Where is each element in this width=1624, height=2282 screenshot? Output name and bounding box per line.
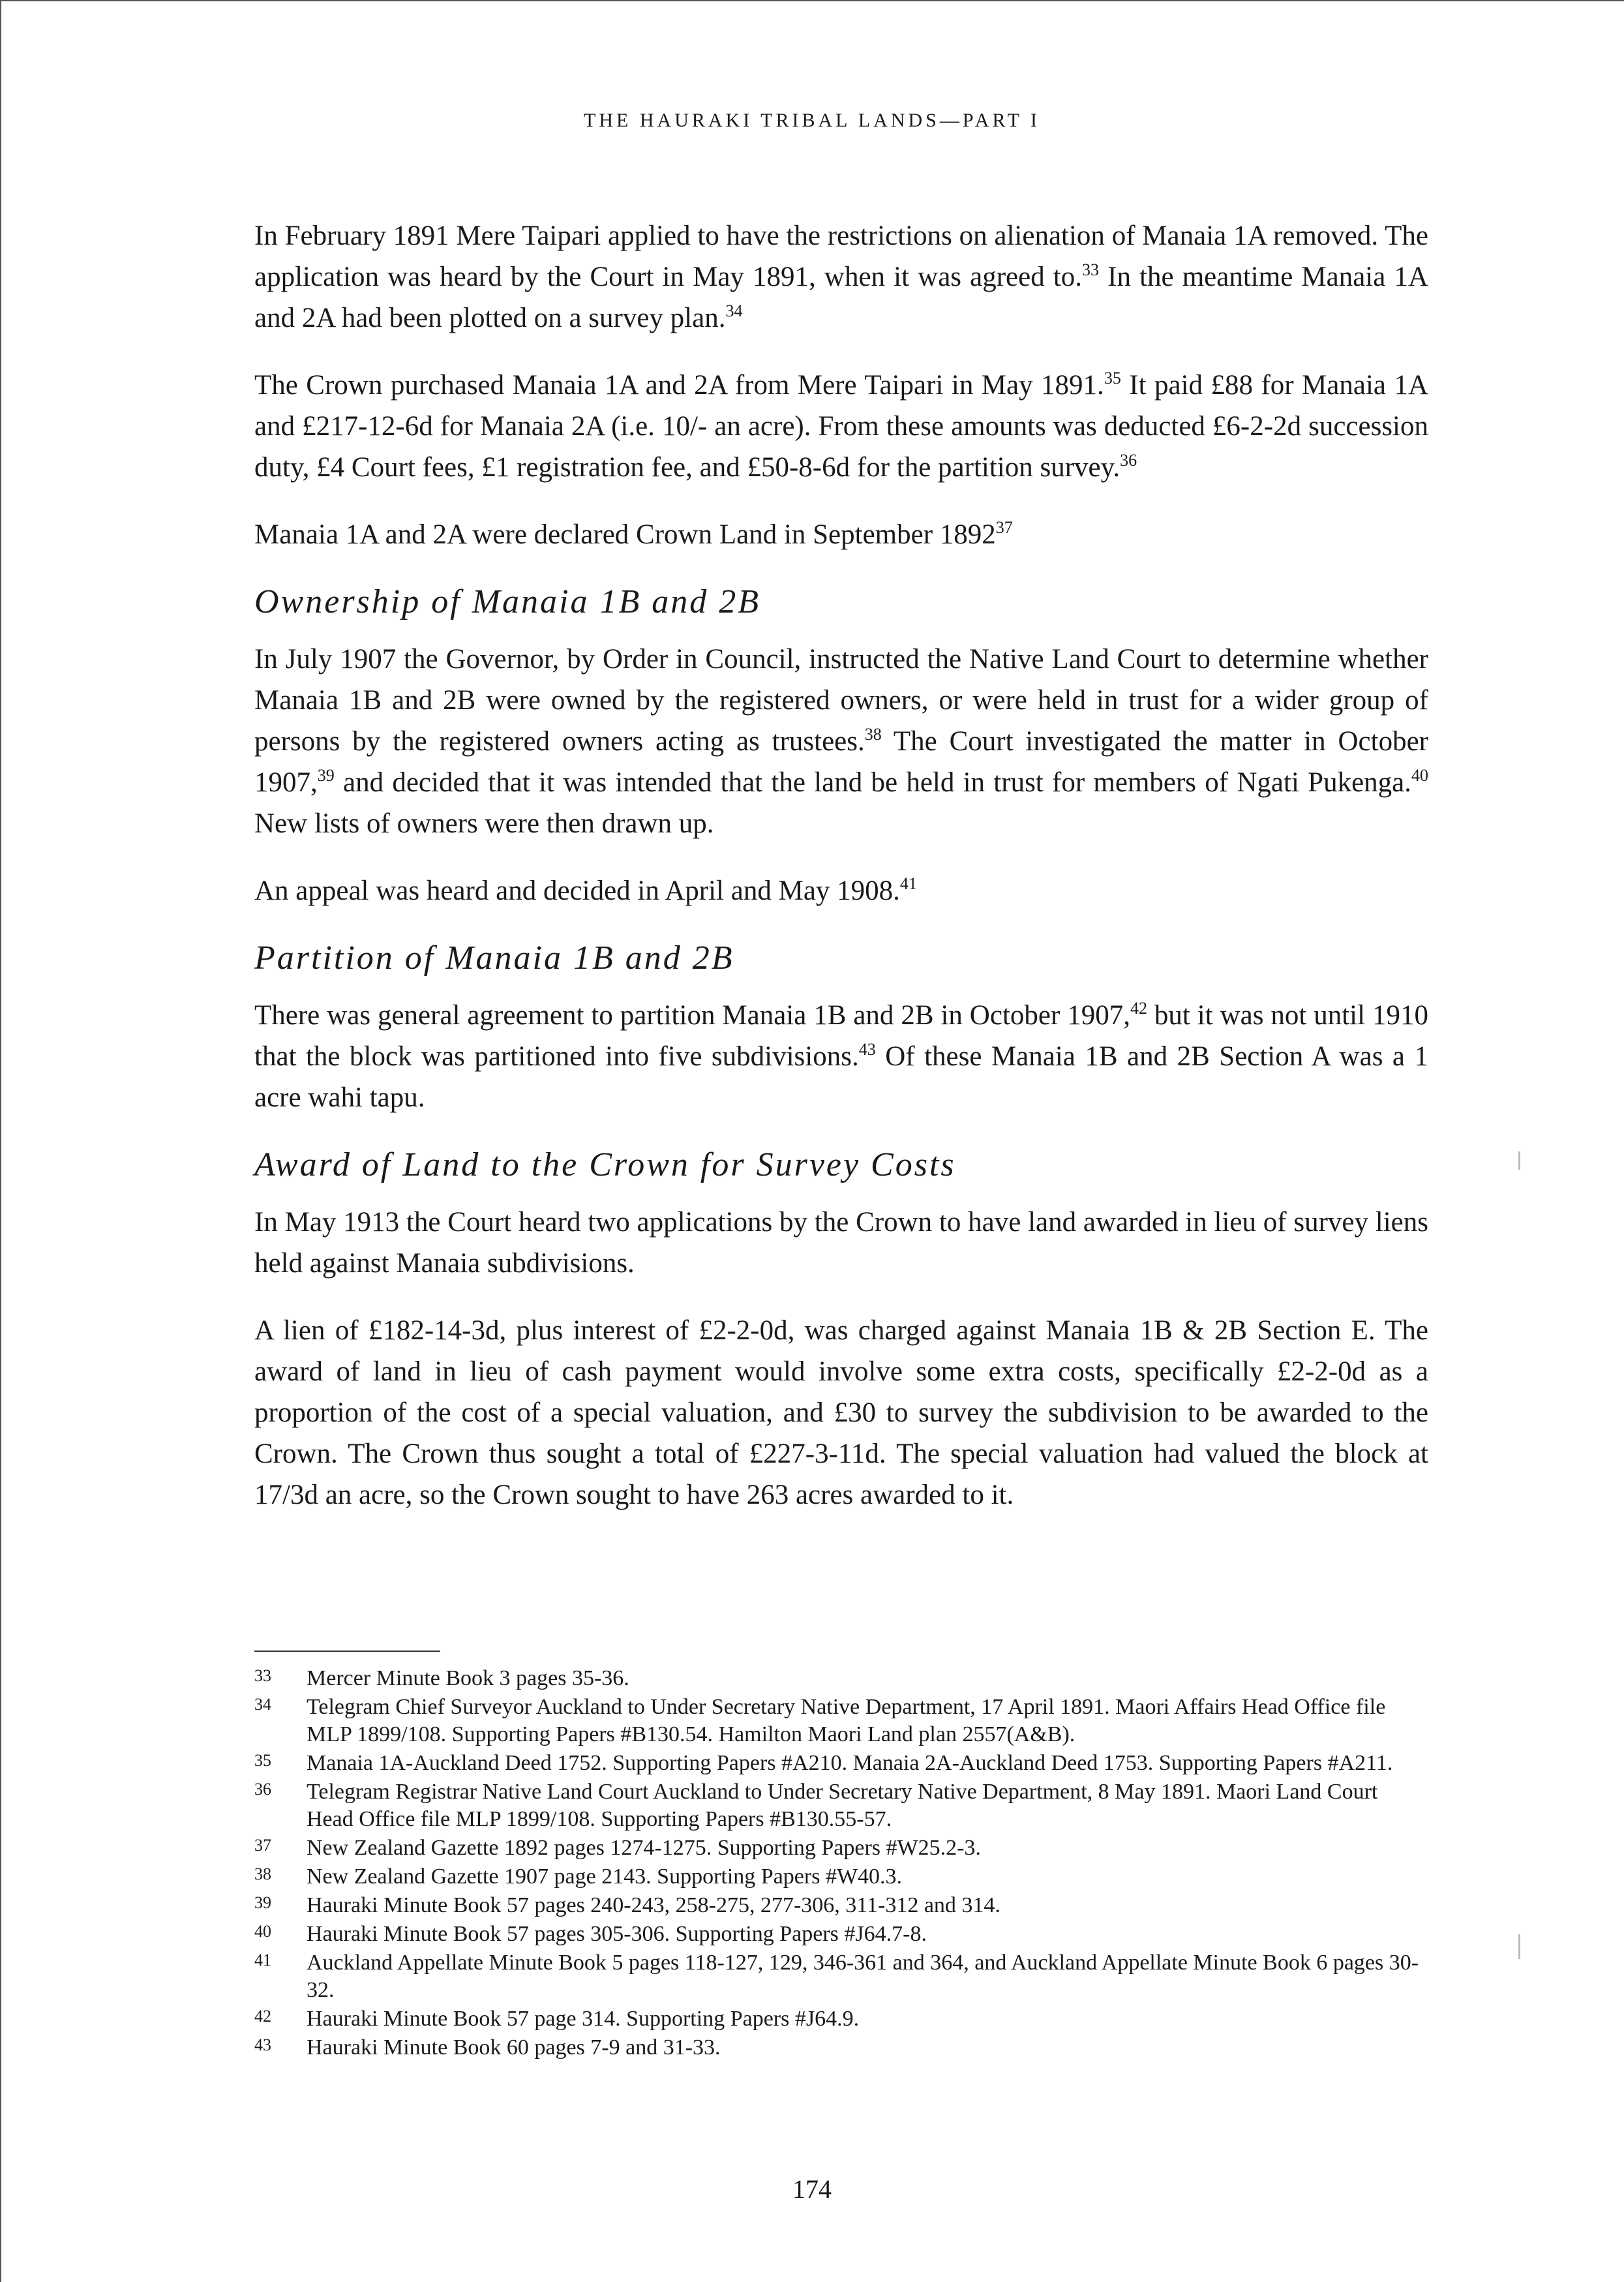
paragraph-3 bbox=[254, 514, 1428, 555]
footnote bbox=[254, 1921, 1428, 1948]
paragraph-6 bbox=[254, 995, 1428, 1118]
paragraph-text: Of these Manaia 1B and 2B Section A was a 1 acre wahi tapu. bbox=[254, 1041, 1428, 1113]
paragraph-text: New lists of owners were then drawn up. bbox=[254, 808, 714, 839]
paragraph-text: An appeal was heard and decided in April and May 1908. bbox=[254, 875, 900, 906]
footnote-ref: 43 bbox=[858, 1040, 876, 1059]
footnote-number: 37 bbox=[254, 1836, 271, 1855]
footnote bbox=[254, 1863, 1428, 1891]
footnote-text: Telegram Chief Surveyor Auckland to Under Secretary Native Department, 17 April 1891. Maori Affairs Head Office file MLP 1899/108. Supporting Papers #B130.54. Hamilton Maori Land plan 2557(A&B). bbox=[307, 1695, 1386, 1746]
footnote-ref: 41 bbox=[899, 874, 917, 893]
paragraph-2 bbox=[254, 365, 1428, 488]
footnote-number: 43 bbox=[254, 2035, 271, 2054]
paragraph-7 bbox=[254, 1202, 1428, 1284]
footnotes bbox=[254, 1665, 1428, 2063]
paragraph-8 bbox=[254, 1310, 1428, 1515]
footnote-text: Manaia 1A-Auckland Deed 1752. Supporting Papers #A210. Manaia 2A-Auckland Deed 1753. Supporting Papers #A211. bbox=[307, 1751, 1393, 1775]
footnote bbox=[254, 1750, 1428, 1777]
footnote-text: Hauraki Minute Book 60 pages 7-9 and 31-33. bbox=[307, 2035, 721, 2060]
running-head: THE HAURAKI TRIBAL LANDS—PART I bbox=[584, 110, 1040, 131]
footnote-ref: 38 bbox=[864, 725, 882, 744]
footnote-ref: 42 bbox=[1130, 999, 1147, 1018]
footnote-number: 42 bbox=[254, 2007, 271, 2026]
footnote-number: 41 bbox=[254, 1951, 271, 1970]
footnote-ref: 40 bbox=[1411, 766, 1428, 785]
footnote bbox=[254, 1694, 1428, 1748]
main-text bbox=[254, 215, 1428, 1542]
footnote bbox=[254, 2005, 1428, 2033]
footnote-number: 40 bbox=[254, 1922, 271, 1941]
footnote bbox=[254, 1665, 1428, 1692]
paragraph-text: In May 1913 the Court heard two applications by the Crown to have land awarded in lieu of survey liens held against Manaia subdivisions. bbox=[254, 1207, 1428, 1279]
paragraph-1 bbox=[254, 215, 1428, 339]
footnote-ref: 33 bbox=[1082, 260, 1100, 279]
footnote-text: Auckland Appellate Minute Book 5 pages 118-127, 129, 346-361 and 364, and Auckland Appellate Minute Book 6 pages 30-32. bbox=[307, 1951, 1419, 2002]
footnote-text: New Zealand Gazette 1892 pages 1274-1275. Supporting Papers #W25.2-3. bbox=[307, 1836, 981, 1860]
footnote-ref: 34 bbox=[725, 301, 743, 320]
paragraph-text: There was general agreement to partition Manaia 1B and 2B in October 1907, bbox=[254, 1000, 1130, 1031]
footnote-text: Mercer Minute Book 3 pages 35-36. bbox=[307, 1666, 629, 1690]
footnote-text: New Zealand Gazette 1907 page 2143. Supporting Papers #W40.3. bbox=[307, 1864, 903, 1889]
footnote-number: 33 bbox=[254, 1666, 271, 1685]
footnote-text: Hauraki Minute Book 57 pages 240-243, 258-275, 277-306, 311-312 and 314. bbox=[307, 1893, 1000, 1917]
section-heading-ownership: Ownership of Manaia 1B and 2B bbox=[254, 583, 760, 620]
paragraph-text: In the meantime Manaia 1A and 2A had been plotted on a survey plan. bbox=[254, 262, 1428, 333]
footnote-text: Hauraki Minute Book 57 pages 305-306. Supporting Papers #J64.7-8. bbox=[307, 1922, 927, 1946]
page-edge-top bbox=[0, 0, 1624, 1]
scan-speck bbox=[1518, 1151, 1520, 1170]
footnote-number: 34 bbox=[254, 1695, 271, 1714]
paragraph-text: The Court investigated the matter in October 1907, bbox=[254, 726, 1428, 798]
footnote-number: 39 bbox=[254, 1893, 271, 1912]
scan-speck bbox=[1518, 1934, 1520, 1959]
footnote-text: Hauraki Minute Book 57 page 314. Supporting Papers #J64.9. bbox=[307, 2007, 860, 2031]
footnote bbox=[254, 1892, 1428, 1919]
footnote-text: Telegram Registrar Native Land Court Auckland to Under Secretary Native Department, 8 May 1891. Maori Land Court Head Office file MLP 1899/108. Supporting Papers #B130.55-57. bbox=[307, 1780, 1378, 1831]
paragraph-text: In July 1907 the Governor, by Order in Council, instructed the Native Land Court to determine whether Manaia 1B and 2B were owned by the registered owners, or were held in trust for a wider group of persons by the registered owners acting as trustees. bbox=[254, 644, 1428, 757]
paragraph-4 bbox=[254, 639, 1428, 844]
paragraph-text: It paid £88 for Manaia 1A and £217-12-6d for Manaia 2A (i.e. 10/- an acre). From these amounts was deducted £6-2-2d succession duty, £4 Court fees, £1 registration fee, and £50-8-6d for the partition survey. bbox=[254, 370, 1428, 483]
paragraph-text: The Crown purchased Manaia 1A and 2A from Mere Taipari in May 1891. bbox=[254, 370, 1104, 401]
section-heading-partition: Partition of Manaia 1B and 2B bbox=[254, 939, 734, 977]
footnote bbox=[254, 1834, 1428, 1862]
paragraph-text: and decided that it was intended that the land be held in trust for members of Ngati Pukenga. bbox=[334, 767, 1411, 798]
paragraph-text: A lien of £182-14-3d, plus interest of £2-2-0d, was charged against Manaia 1B & 2B Section E. The award of land in lieu of cash payment would involve some extra costs, specifically £2-2-0d as a proportion of the cost of a special valuation, and £30 to survey the subdivision to be awarded to the Crown. The Crown thus sought a total of £227-3-11d. The special valuation had valued the block at 17/3d an acre, so the Crown sought to have 263 acres awarded to it. bbox=[254, 1315, 1428, 1510]
footnote-ref: 36 bbox=[1120, 451, 1137, 470]
footnote bbox=[254, 2034, 1428, 2061]
footnote-ref: 35 bbox=[1104, 369, 1121, 388]
footnote bbox=[254, 1949, 1428, 2004]
footnote-ref: 37 bbox=[995, 518, 1013, 537]
page-number: 174 bbox=[792, 2174, 832, 2204]
footnote-number: 35 bbox=[254, 1751, 271, 1770]
footnote bbox=[254, 1778, 1428, 1833]
footnote-number: 38 bbox=[254, 1864, 271, 1883]
paragraph-text: Manaia 1A and 2A were declared Crown Land in September 1892 bbox=[254, 519, 996, 550]
paragraph-text: but it was not until 1910 that the block was partitioned into five subdivisions. bbox=[254, 1000, 1428, 1072]
page-edge-left bbox=[0, 0, 1, 2282]
footnote-rule bbox=[254, 1651, 440, 1652]
section-heading-award: Award of Land to the Crown for Survey Costs bbox=[254, 1146, 956, 1183]
footnote-ref: 39 bbox=[317, 766, 335, 785]
footnote-number: 36 bbox=[254, 1780, 271, 1799]
paragraph-text: In February 1891 Mere Taipari applied to have the restrictions on alienation of Manaia 1A removed. The application was heard by the Court in May 1891, when it was agreed to. bbox=[254, 221, 1428, 292]
paragraph-5 bbox=[254, 870, 1428, 911]
